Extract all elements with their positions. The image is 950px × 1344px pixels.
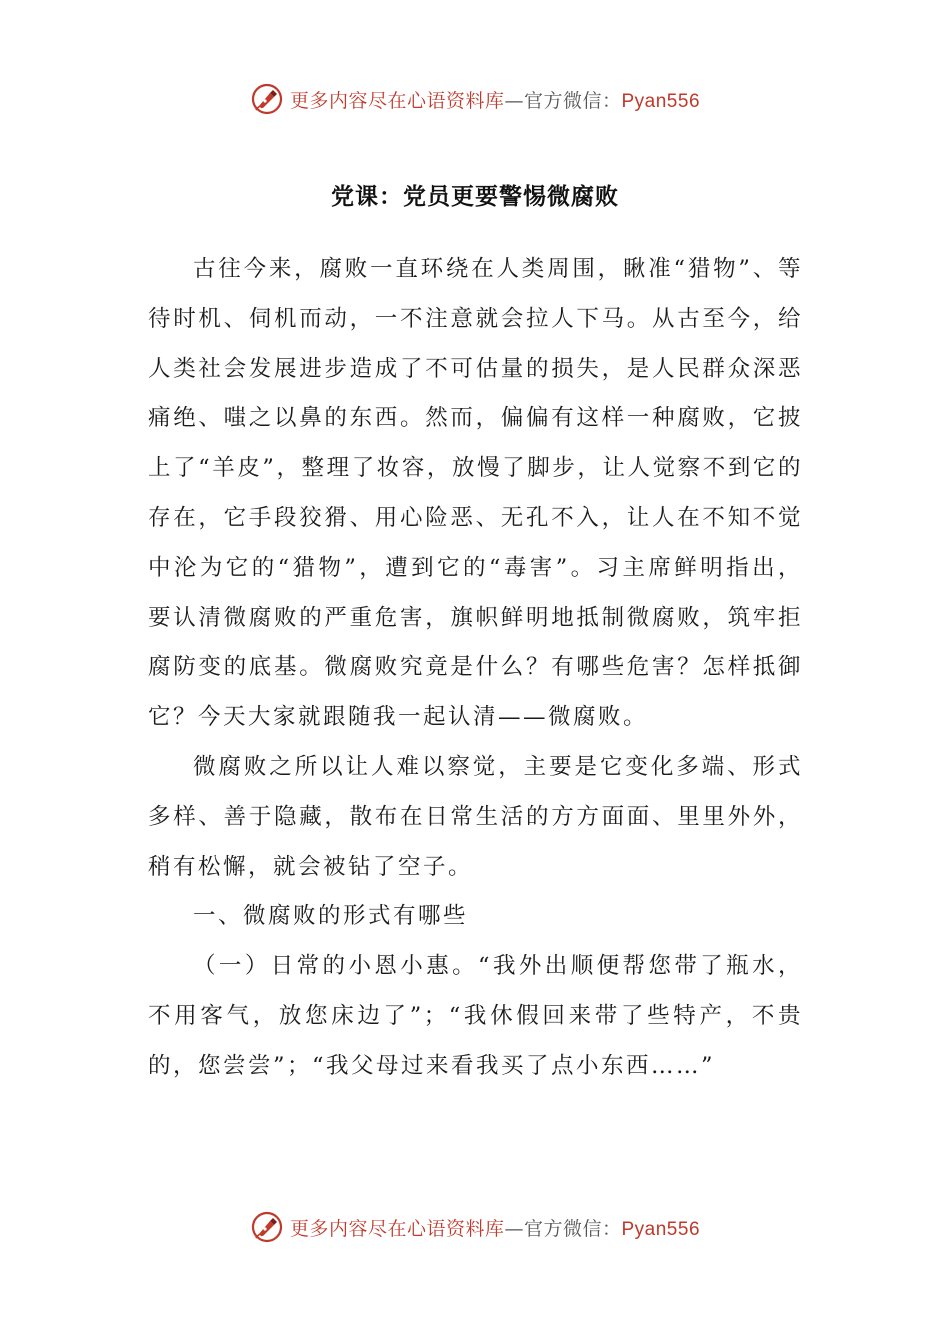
- banner-text: [290, 86, 700, 113]
- subsection-paragraph: （一）日常的小恩小惠。“我外出顺便帮您带了瓶水，不用客气，放您床边了”；“我休假回来带了些特产，不贵的，您尝尝”；“我父母过来看我买了点小东西……”: [148, 953, 803, 1079]
- banner-official-label: 官方微信：: [523, 1217, 622, 1240]
- banner-text: [290, 1214, 700, 1241]
- document-title: 党课：党员更要警惕微腐败: [331, 184, 619, 210]
- banner-prefix: 更多内容尽在心语资料库: [289, 1217, 505, 1240]
- banner-prefix: 更多内容尽在心语资料库: [289, 89, 505, 112]
- document-body: [148, 245, 803, 1092]
- banner-wechat-id: Pyan556: [621, 1218, 701, 1240]
- body-paragraph: 古往今来，腐败一直环绕在人类周围，瞅准“猎物”、等待时机、伺机而动，一不注意就会拉人下马。从古至今，给人类社会发展进步造成了不可估量的损失，是人民群众深恶痛绝、嗤之以鼻的东西。然而，偏偏有这样一种腐败，它披上了“羊皮”，整理了妆容，放慢了脚步，让人觉察不到它的存在，它手段狡猾、用心险恶、无孔不入，让人在不知不觉中沦为它的“猎物”，遭到它的“毒害”。习主席鲜明指出，要认清微腐败的严重危害，旗帜鲜明地抵制微腐败，筑牢拒腐防变的底基。微腐败究竟是什么？有哪些危害？怎样抵御它？今天大家就跟随我一起认清——微腐败。: [148, 256, 803, 731]
- pen-nib-logo-icon: [250, 1210, 284, 1244]
- body-paragraph: 微腐败之所以让人难以察觉，主要是它变化多端、形式多样、善于隐藏，散布在日常生活的方方面面、里里外外，稍有松懈，就会被钻了空子。: [148, 753, 803, 880]
- banner-dash: —: [504, 89, 524, 112]
- header-banner: [0, 82, 950, 116]
- banner-official-label: 官方微信：: [523, 89, 622, 112]
- banner-wechat-id: Pyan556: [621, 90, 701, 112]
- banner-dash: —: [504, 1217, 524, 1240]
- pen-nib-logo-icon: [250, 82, 284, 116]
- section-heading: 一、微腐败的形式有哪些: [193, 903, 469, 930]
- footer-banner: [0, 1210, 950, 1244]
